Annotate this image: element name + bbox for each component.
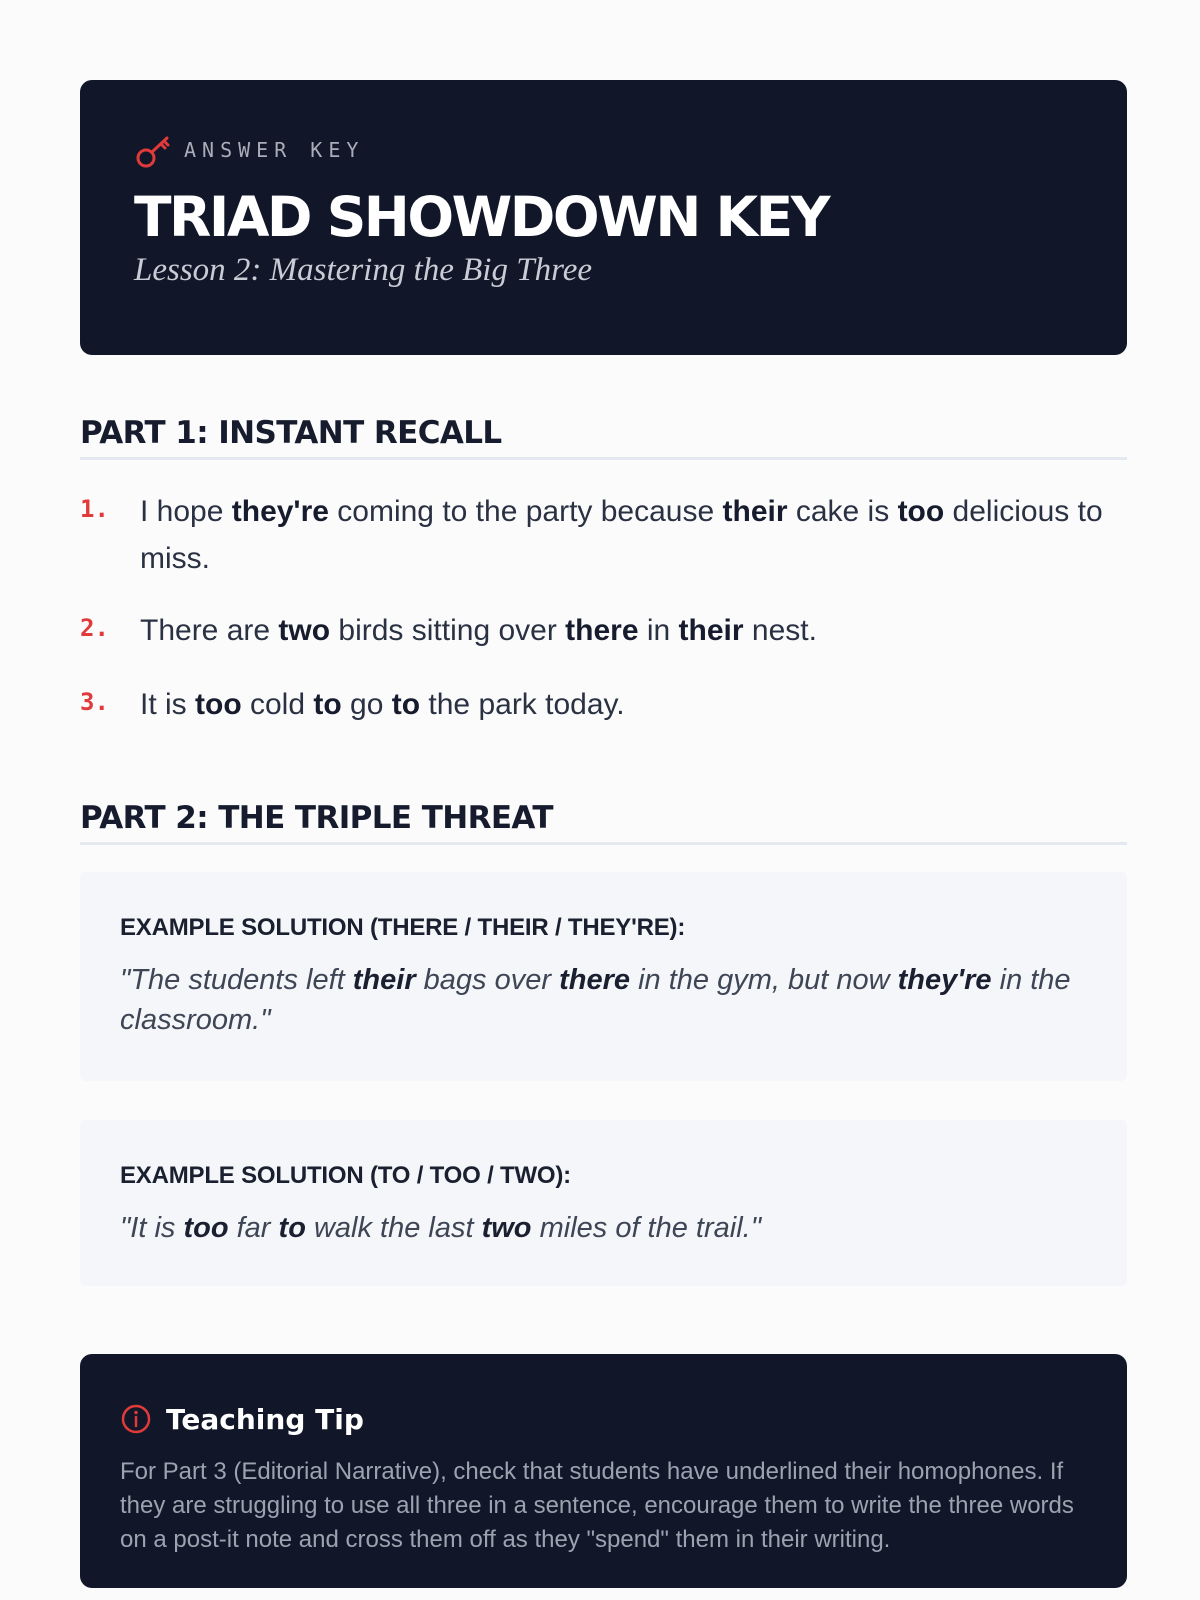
- sentence-text: There are two birds sitting over there in their nest.: [140, 614, 817, 647]
- recall-item: [80, 607, 1127, 654]
- recall-list: [80, 488, 1127, 753]
- answer-word: two: [481, 1212, 532, 1244]
- page-subtitle: Lesson 2: Mastering the Big Three: [134, 252, 592, 288]
- answer-word: two: [278, 614, 331, 647]
- answer-word: there: [559, 964, 631, 996]
- header-card: [80, 80, 1127, 355]
- eyebrow: [134, 132, 1073, 172]
- answer-word: they're: [231, 495, 329, 528]
- part1-heading: PART 1: INSTANT RECALL: [80, 413, 1127, 460]
- info-icon: [120, 1403, 152, 1435]
- solution-card: [80, 872, 1127, 1081]
- solution-sentence: "The students left their bags over there in the gym, but now they're in the classroom.": [120, 964, 1071, 1036]
- solution-sentence: "It is too far to walk the last two miles of the trail.": [120, 1212, 762, 1244]
- tip-title: Teaching Tip: [166, 1402, 364, 1436]
- answer-word: their: [352, 964, 416, 996]
- page-title: TRIAD SHOWDOWN KEY: [134, 185, 829, 249]
- answer-word: to: [278, 1212, 306, 1244]
- answer-word: their: [678, 614, 744, 647]
- part2-heading: PART 2: THE TRIPLE THREAT: [80, 798, 1127, 845]
- tip-body: For Part 3 (Editorial Narrative), check that students have underlined their homophones. If they are struggling to use all three in a sentence, encourage them to write the three words on a post-it note and cross them off as they "spend" them in their writing.: [120, 1458, 1074, 1553]
- answer-word: to: [391, 688, 421, 721]
- item-number: 1.: [80, 495, 109, 523]
- answer-word: too: [897, 495, 945, 528]
- sentence-text: It is too cold to go to the park today.: [140, 688, 625, 721]
- key-icon: [134, 133, 172, 171]
- solution-label: EXAMPLE SOLUTION (THERE / THEIR / THEY'RE):: [120, 914, 686, 941]
- sentence-text: I hope they're coming to the party because their cake is too delicious to miss.: [140, 495, 1103, 575]
- recall-item: [80, 681, 1127, 728]
- solution-label: EXAMPLE SOLUTION (TO / TOO / TWO):: [120, 1162, 571, 1189]
- recall-item: [80, 488, 1127, 582]
- tip-header: [120, 1400, 1087, 1438]
- item-number: 2.: [80, 614, 109, 642]
- answer-word: to: [313, 688, 342, 721]
- item-number: 3.: [80, 688, 109, 716]
- answer-word: they're: [897, 964, 992, 996]
- teaching-tip-card: [80, 1354, 1127, 1588]
- answer-word: there: [565, 614, 639, 647]
- solution-card: [80, 1120, 1127, 1286]
- answer-word: too: [195, 688, 242, 721]
- answer-word: too: [183, 1212, 229, 1244]
- answer-word: their: [722, 495, 788, 528]
- eyebrow-label: ANSWER KEY: [184, 138, 365, 162]
